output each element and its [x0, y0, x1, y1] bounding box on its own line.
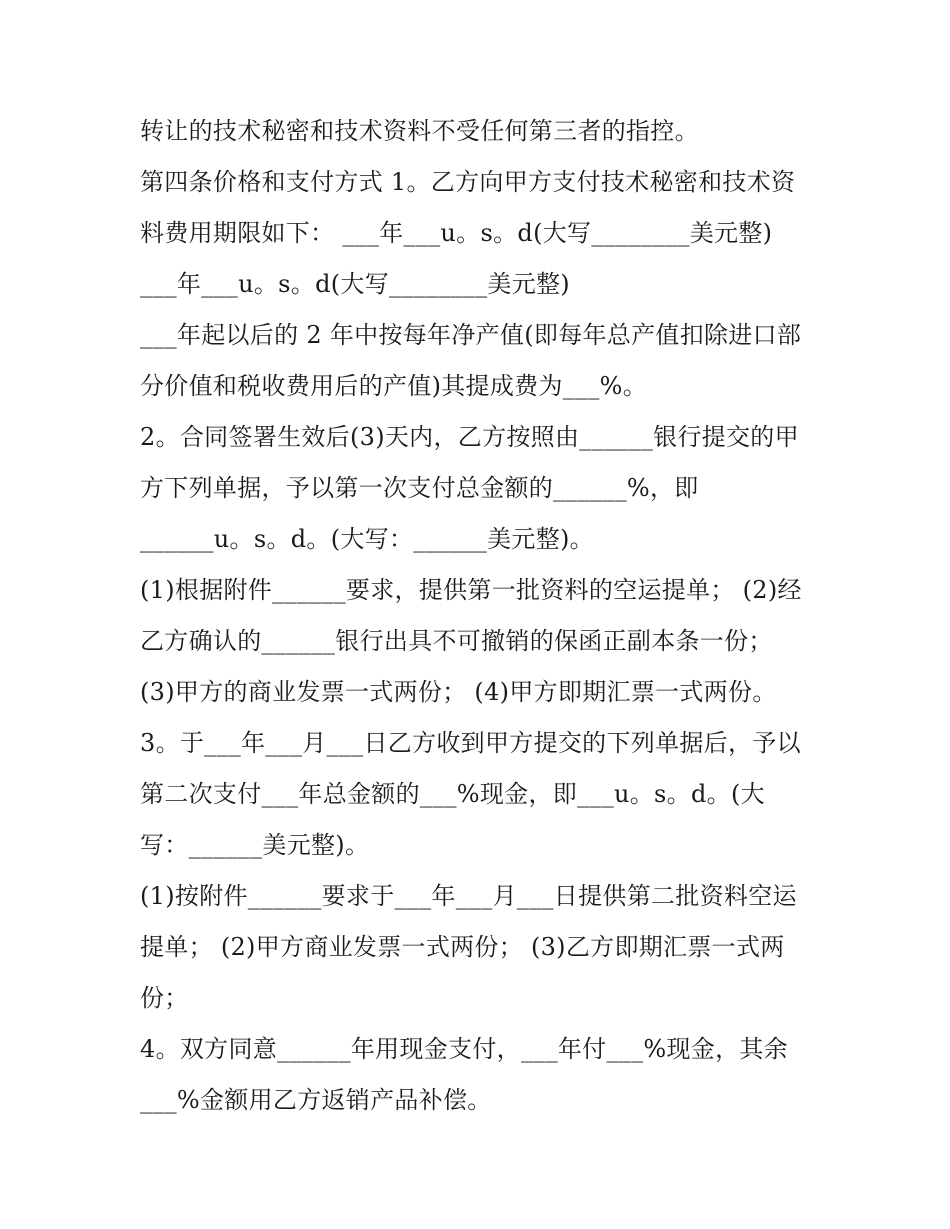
text-line-3: 料费用期限如下： ___年___u。s。d(大写________美元整)	[140, 219, 773, 247]
text-line-1: 转让的技术秘密和技术资料不受任何第三者的指控。	[140, 117, 699, 145]
text-line-19: 4。双方同意______年用现金支付，___年付___%现金，其余	[140, 1035, 788, 1063]
text-line-2: 第四条价格和支付方式 1。乙方向甲方支付技术秘密和技术资	[140, 168, 796, 196]
text-line-20: ___%金额用乙方返销产品补偿。	[140, 1086, 492, 1114]
text-line-13: 3。于___年___月___日乙方收到甲方提交的下列单据后，予以	[140, 729, 801, 757]
text-line-14: 第二次支付___年总金额的___%现金，即___u。s。d。(大	[140, 780, 765, 808]
text-line-15: 写：______美元整)。	[140, 831, 370, 859]
text-line-12: (3)甲方的商业发票一式两份； (4)甲方即期汇票一式两份。	[140, 678, 777, 706]
text-line-4: ___年___u。s。d(大写________美元整)	[140, 270, 570, 298]
text-line-16: (1)按附件______要求于___年___月___日提供第二批资料空运	[140, 882, 797, 910]
text-line-7: 2。合同签署生效后(3)天内，乙方按照由______银行提交的甲	[140, 423, 799, 451]
text-line-5: ___年起以后的 2 年中按每年净产值(即每年总产值扣除进口部	[140, 321, 802, 349]
contract-body	[140, 106, 820, 1126]
text-line-17: 提单； (2)甲方商业发票一式两份； (3)乙方即期汇票一式两	[140, 933, 785, 961]
text-line-11: 乙方确认的______银行出具不可撤销的保函正副本条一份；	[140, 627, 773, 655]
text-line-6: 分价值和税收费用后的产值)其提成费为___%。	[140, 372, 648, 400]
text-line-18: 份；	[140, 984, 189, 1012]
text-line-9: ______u。s。d。(大写：______美元整)。	[140, 525, 594, 553]
text-line-8: 方下列单据，予以第一次支付总金额的______%，即	[140, 474, 699, 502]
text-line-10: (1)根据附件______要求，提供第一批资料的空运提单； (2)经	[140, 576, 802, 604]
